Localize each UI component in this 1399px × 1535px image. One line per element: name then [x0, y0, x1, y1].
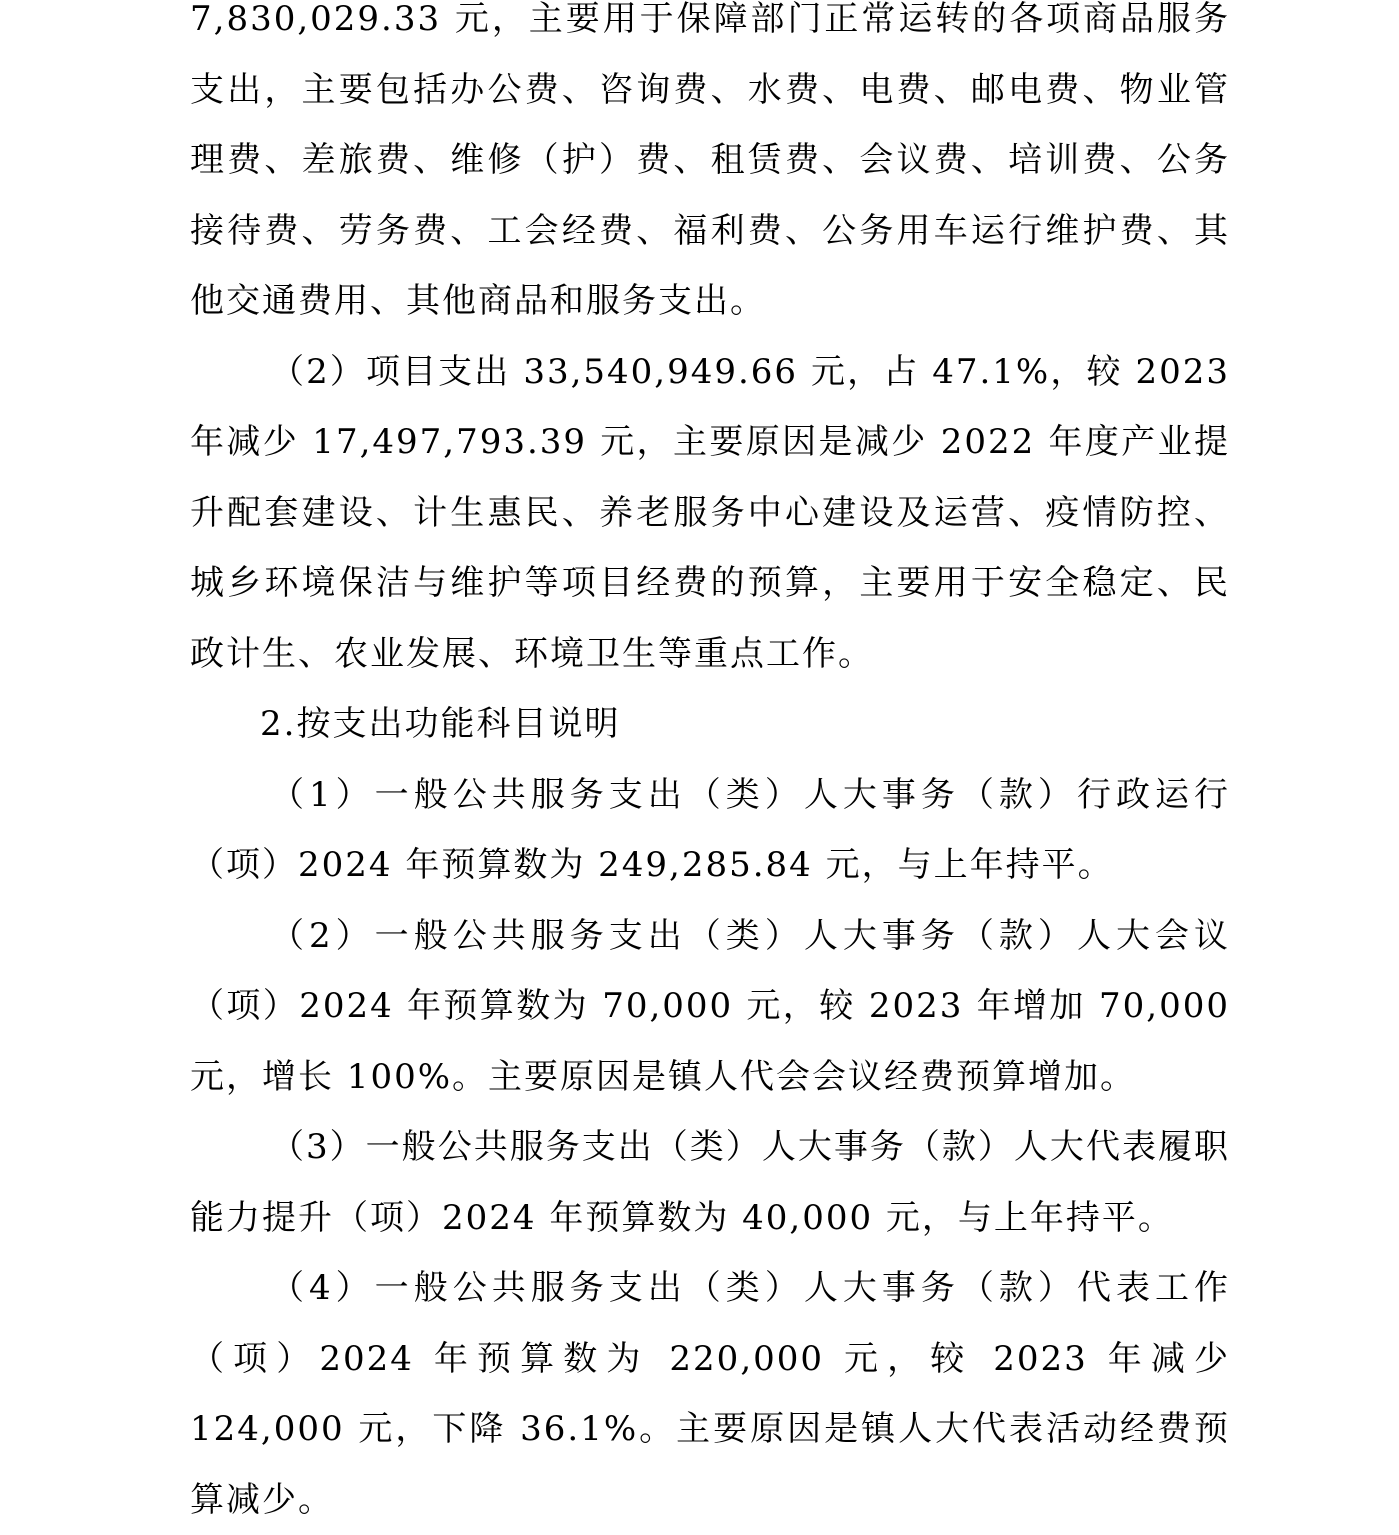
document-page [190, 0, 1230, 1535]
paragraph-item-4: （4）一般公共服务支出（类）人大事务（款）代表工作（项）2024 年预算数为 220,000 元，较 2023 年减少 124,000 元，下降 36.1%。主要原因是镇人大代表活动经费预算减少。 [190, 1268, 1230, 1520]
paragraph-item-3: （3）一般公共服务支出（类）人大事务（款）人大代表履职能力提升（项）2024 年预算数为 40,000 元，与上年持平。 [190, 1127, 1230, 1238]
paragraph-item-2: （2）一般公共服务支出（类）人大事务（款）人大会议（项）2024 年预算数为 70,000 元，较 2023 年增加 70,000 元，增长 100%。主要原因是镇人代会会议经费预算增加。 [190, 915, 1230, 1097]
paragraph-item-1: （1）一般公共服务支出（类）人大事务（款）行政运行（项）2024 年预算数为 249,285.84 元，与上年持平。 [190, 774, 1230, 885]
paragraph-goods-services-continued: 7,830,029.33 元，主要用于保障部门正常运转的各项商品服务支出，主要包括办公费、咨询费、水费、电费、邮电费、物业管理费、差旅费、维修（护）费、租赁费、会议费、培训费、公务接待费、劳务费、工会经费、福利费、公务用车运行维护费、其他交通费用、其他商品和服务支出。 [190, 0, 1230, 321]
section-heading-functional-classification: 2.按支出功能科目说明 [260, 704, 621, 744]
paragraph-project-expenditure: （2）项目支出 33,540,949.66 元，占 47.1%，较 2023 年减少 17,497,793.39 元，主要原因是减少 2022 年度产业提升配套建设、计生惠民、养老服务中心建设及运营、疫情防控、城乡环境保洁与维护等项目经费的预算，主要用于安全稳定、民政计生、农业发展、环境卫生等重点工作。 [190, 351, 1230, 674]
